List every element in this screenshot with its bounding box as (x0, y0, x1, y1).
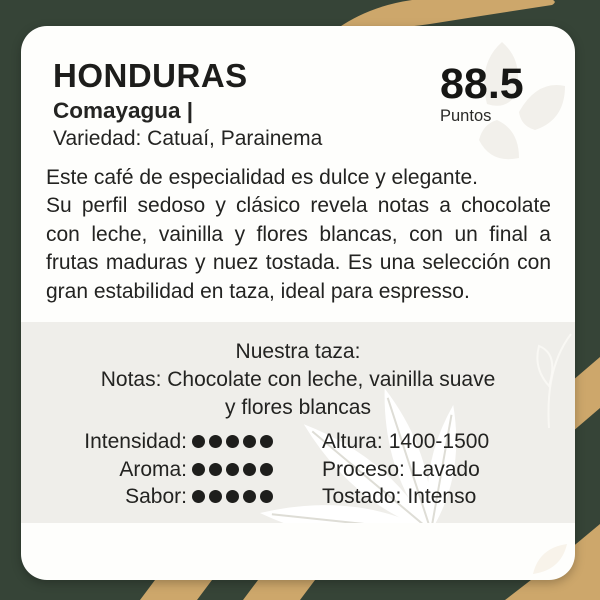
detail-altura (322, 428, 489, 456)
rating-label: Sabor: (125, 485, 187, 508)
rating-dot-filled (209, 435, 222, 448)
rating-dot-filled (226, 435, 239, 448)
gold-swoosh-top-icon (338, 0, 555, 29)
rating-intensidad (21, 428, 273, 456)
cup-notes-line2: y flores blancas (225, 396, 371, 419)
cup-panel (21, 322, 575, 523)
page-title: HONDURAS (53, 57, 248, 94)
rating-dot-filled (226, 490, 239, 503)
rating-dot-filled (260, 490, 273, 503)
rating-dot-filled (192, 490, 205, 503)
rating-dot-filled (192, 435, 205, 448)
rating-dot-filled (243, 463, 256, 476)
score-value: 88.5 (440, 60, 524, 108)
rating-dots (192, 463, 273, 476)
description-line: Su perfil sedoso y clásico revela notas a chocolate (46, 194, 551, 218)
description (21, 164, 575, 306)
detail-value: Intenso (407, 485, 477, 508)
rating-dot-filled (209, 463, 222, 476)
stats (21, 428, 575, 511)
stats-row (21, 483, 575, 511)
stats-row (21, 456, 575, 484)
rating-dot-filled (226, 463, 239, 476)
rating-aroma (21, 456, 273, 484)
rating-label: Intensidad: (84, 430, 187, 453)
cup-section (21, 322, 575, 511)
detail-value: Lavado (410, 457, 480, 481)
detail-label: Altura: (322, 430, 383, 453)
rating-dots (192, 490, 273, 503)
detail-tostado (322, 483, 476, 511)
description-line: Este café de especialidad es dulce y elegante. (46, 166, 478, 189)
gold-stripe-right-icon (572, 357, 600, 432)
rating-dots (192, 435, 273, 448)
cup-notes-line1: Notas: Chocolate con leche, vainilla suave (100, 368, 496, 391)
score-block (440, 62, 524, 125)
rating-dot-filled (243, 435, 256, 448)
rating-dot-filled (260, 435, 273, 448)
detail-proceso (322, 456, 480, 484)
label-card (21, 26, 575, 580)
rating-dot-filled (192, 463, 205, 476)
rating-label: Aroma: (119, 457, 187, 481)
corner-leaf-watermark-icon (529, 542, 569, 576)
stats-row (21, 428, 575, 456)
score-label: Puntos (440, 107, 492, 125)
rating-dot-filled (260, 463, 273, 476)
cup-heading: Nuestra taza: (235, 340, 361, 363)
description-line: con leche, vainilla y flores blancas, con un final a (46, 222, 551, 246)
description-line: frutas maduras y nuez tostada. Es una selección con (46, 251, 551, 275)
detail-label: Proceso: (322, 457, 405, 481)
description-line: gran estabilidad en taza, ideal para espresso. (46, 279, 470, 303)
rating-dot-filled (243, 490, 256, 503)
detail-label: Tostado: (322, 485, 402, 508)
region-subtitle: Comayagua | (53, 98, 194, 123)
rating-dot-filled (209, 490, 222, 503)
detail-value: 1400-1500 (388, 430, 490, 453)
rating-sabor (21, 483, 273, 511)
variety-line: Variedad: Catuaí, Parainema (53, 127, 323, 150)
